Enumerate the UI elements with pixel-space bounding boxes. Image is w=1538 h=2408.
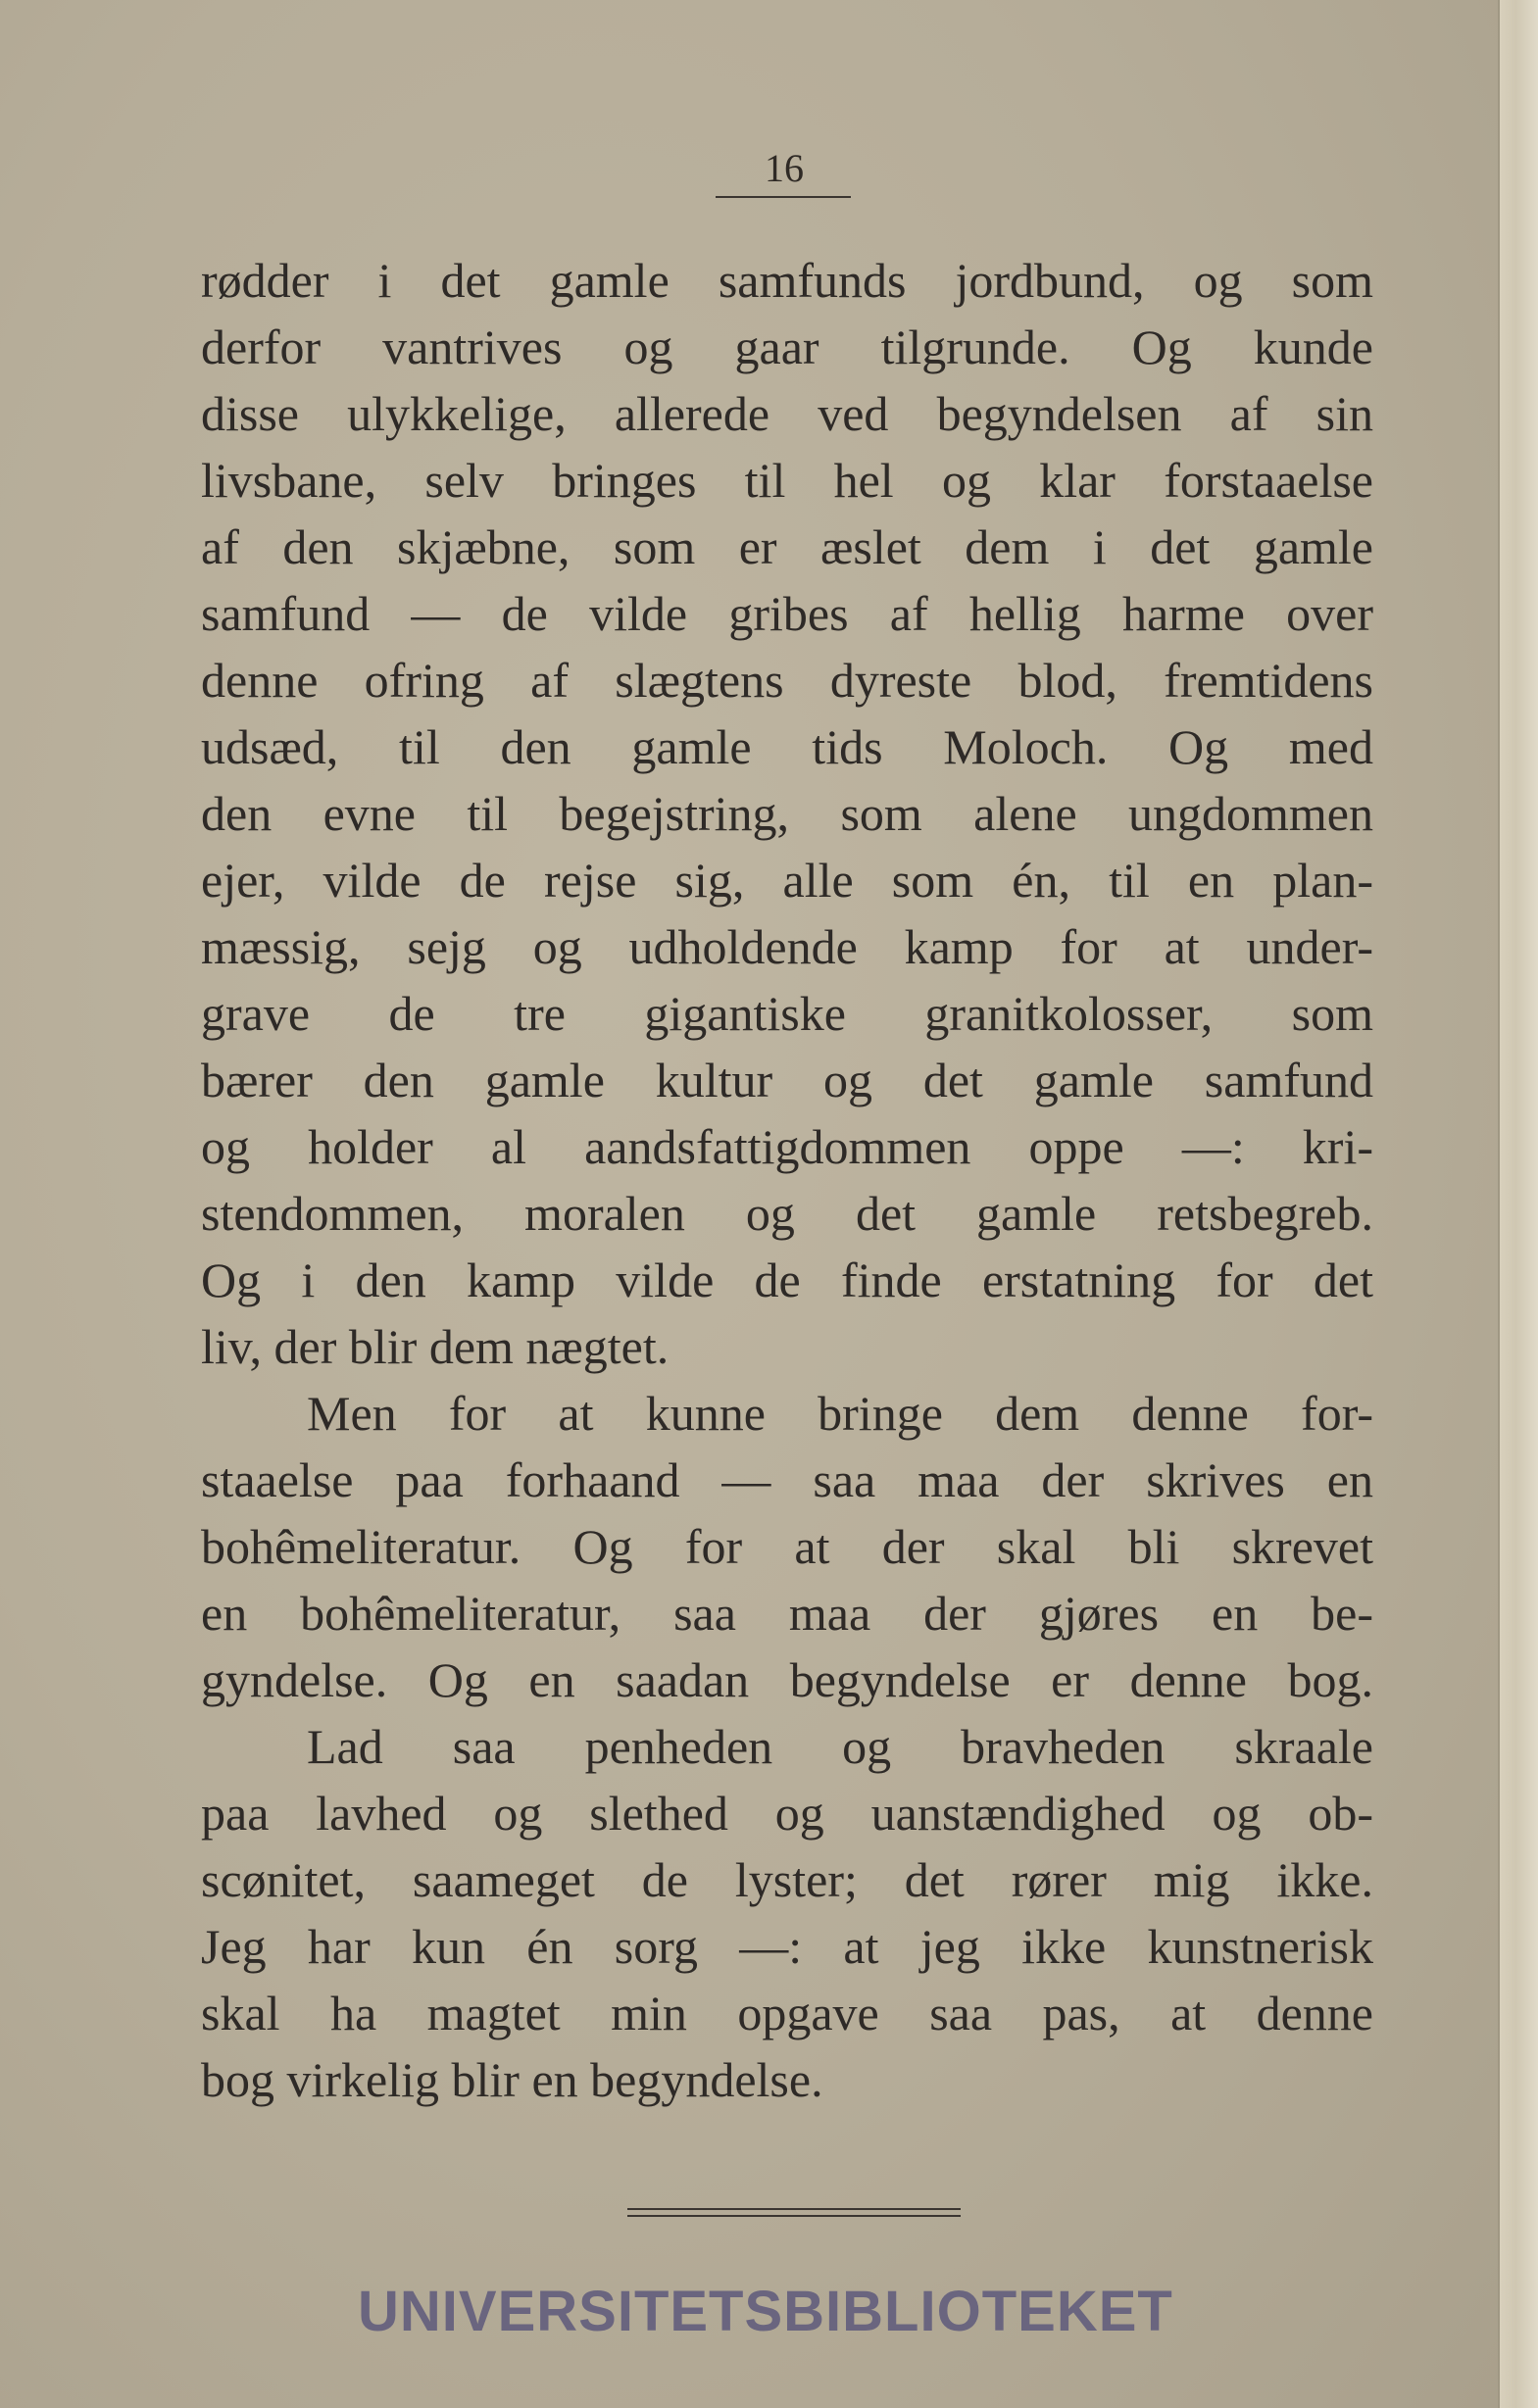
text-line: den evne til begejstring, som alene ungdommen <box>201 786 1373 841</box>
paragraph-start-line: Men for at kunne bringe dem denne for- <box>307 1386 1373 1441</box>
page-number: 16 <box>765 146 804 190</box>
text-line: grave de tre gigantiske granitkolosser, som <box>201 986 1373 1041</box>
text-line: bærer den gamle kultur og det gamle samfund <box>201 1053 1373 1107</box>
text-line: bohêmeliteratur. Og for at der skal bli skrevet <box>201 1519 1373 1574</box>
text-line: stendommen, moralen og det gamle retsbegreb. <box>201 1186 1373 1241</box>
text-line: Jeg har kun én sorg —: at jeg ikke kunstnerisk <box>201 1919 1373 1974</box>
double-rule-divider <box>627 2208 961 2217</box>
body-text <box>201 247 1373 2113</box>
text-line: rødder i det gamle samfunds jordbund, og som <box>201 253 1373 308</box>
text-line: og holder al aandsfattigdommen oppe —: kri- <box>201 1119 1373 1174</box>
text-line: derfor vantrives og gaar tilgrunde. Og kunde <box>201 319 1373 374</box>
text-line: paa lavhed og slethed og uanstændighed og ob- <box>201 1786 1373 1841</box>
page-edge <box>1498 0 1538 2408</box>
text-line: disse ulykkelige, allerede ved begyndelsen af sin <box>201 386 1373 441</box>
text-line: udsæd, til den gamle tids Moloch. Og med <box>201 719 1373 774</box>
text-line: mæssig, sejg og udholdende kamp for at under- <box>201 919 1373 974</box>
paragraph-start-line: Lad saa penheden og bravheden skraale <box>307 1719 1373 1774</box>
text-line: ejer, vilde de rejse sig, alle som én, til en plan- <box>201 853 1373 908</box>
text-line: livsbane, selv bringes til hel og klar forstaaelse <box>201 453 1373 508</box>
paragraph-end-line: bog virkelig blir en begyndelse. <box>201 2052 823 2107</box>
text-line: samfund — de vilde gribes af hellig harme over <box>201 586 1373 641</box>
paragraph-end-line: gyndelse. Og en saadan begyndelse er denne bog. <box>201 1652 1373 1707</box>
text-line: scønitet, saameget de lyster; det rører mig ikke. <box>201 1852 1373 1907</box>
text-line: en bohêmeliteratur, saa maa der gjøres en be- <box>201 1586 1373 1641</box>
text-line: skal ha magtet min opgave saa pas, at denne <box>201 1986 1373 2040</box>
text-line: staaelse paa forhaand — saa maa der skrives en <box>201 1452 1373 1507</box>
text-line: denne ofring af slægtens dyreste blod, fremtidens <box>201 653 1373 708</box>
text-line: af den skjæbne, som er æslet dem i det gamle <box>201 519 1373 574</box>
paragraph-end-line: liv, der blir dem nægtet. <box>201 1319 670 1374</box>
text-line: Og i den kamp vilde de finde erstatning for det <box>201 1253 1373 1307</box>
library-stamp: UNIVERSITETSBIBLIOTEKET <box>358 2280 1173 2343</box>
page-number-rule <box>716 196 851 198</box>
